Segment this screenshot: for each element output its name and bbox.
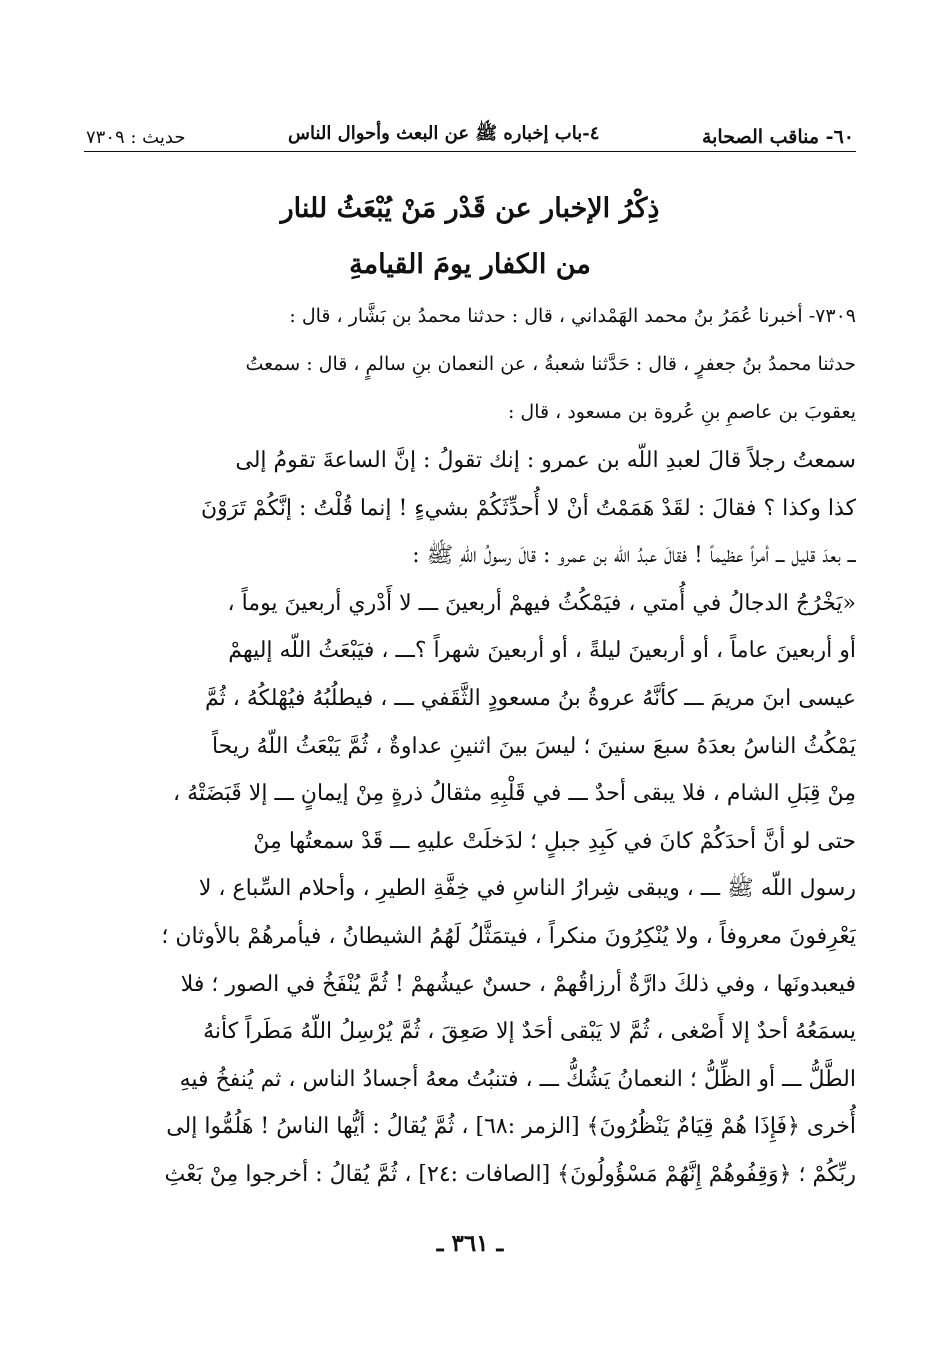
text-line: «يَخْرُجُ الدجالُ في أُمتي ، فيَمْكُثُ فيهمْ أربعينَ ـــ لا أَدْري أربعينَ يوماً ،: [227, 590, 856, 616]
text-line: الطَّلُّ ـــ أو الظِّلُّ ؛ النعمانُ يَشُكُّ ـــ ، فتنبُتُ معهُ أجسادُ الناس ، ثم يُنفخُ فيهِ: [179, 1066, 856, 1092]
heading-line-1: ذِكْرُ الإخبار عن قَدْر مَنْ يُبْعَثُ للنار: [280, 193, 660, 224]
text-line: أو أربعينَ عاماً ، أو أربعينَ ليلةً ، أو أربعينَ شهراً ؟ـــ ، فيَبْعَثُ اللّه إليهمْ: [228, 638, 856, 664]
page-number: ـ ٣٦١ ـ: [436, 1230, 504, 1257]
text-line: حتى لو أنَّ أحدَكُمْ كانَ في كَبِدِ جبلٍ ؛ لدَخلَتْ عليهِ ـــ قَدْ سمعتُها مِنْ: [253, 828, 856, 854]
text-line: أُخرى ﴿فَإِذَا هُمْ قِيَامٌ يَنْظُرُونَ﴾ [الزمر :٦٨] ، ثُمَّ يُقالُ : أيُّها الناسُ ! هَلُمُّوا إلى: [166, 1114, 856, 1140]
section-title: ٤-باب إخباره ﷺ عن البعث وأحوال الناس: [288, 123, 600, 144]
text-line: يَعْرِفونَ معروفاً ، ولا يُنْكِرُونَ منكراً ، فيتمَثَّلُ لَهُمُ الشيطانُ ، فيأمرهُمْ بالأوثان ؛: [161, 923, 856, 949]
text-line: سمعتُ رجلاً قالَ لعبدِ اللّه بن عمرو : إنك تقولُ : إنَّ الساعةَ تقومُ إلى: [235, 448, 856, 473]
chapter-title: ٦٠- مناقب الصحابة: [701, 126, 854, 148]
text-line: فيعبدونَها ، وفي ذلكَ دارَّةٌ أرزاقُهمْ ، حسنٌ عيشُهمْ ! ثُمَّ يُنْفَخُ في الصور ؛ فلا: [180, 971, 856, 997]
text-line: ربِّكُمْ ؛ ﴿وَقِفُوهُمْ إِنَّهُمْ مَسْؤُولُونَ﴾ [الصافات :٢٤] ، ثُمَّ يُقالُ : أخرجوا مِنْ بَعْثِ: [164, 1161, 856, 1187]
text-line: يَمْكُثُ الناسُ بعدَهُ سبعَ سنينَ ؛ ليسَ بينَ اثنينِ عداوةٌ ، ثُمَّ يَبْعَثُ اللّهُ ريحاً: [211, 733, 856, 759]
hadith-number: حديث : ٧٣٠٩: [86, 127, 186, 148]
isnad-block: [82, 292, 856, 436]
text-line: رسول اللّه ﷺ ـــ ، ويبقى شِرارُ الناسِ في خِفَّةِ الطيرِ ، وأحلام السِّباع ، لا: [198, 876, 856, 902]
text-line: ـــ بعدَ قليل ـــ أمراً عظيماً ! فقالَ عبدُ اللّه بن عمرو : قالَ رسولُ اللّهِ ﷺ :: [412, 543, 856, 569]
header-rule: [84, 151, 856, 152]
hadith-text: [82, 437, 856, 1199]
heading-line-2: من الكفار يومَ القيامةِ: [349, 249, 591, 280]
isnad-line: حدثنا محمدُ بنُ جعفرٍ ، قال : حَدَّثنا شعبةُ ، عن النعمان بنِ سالمٍ ، قال : سمعتُ: [245, 353, 856, 375]
text-line: يسمَعُهُ أحدٌ إلا أَصْغى ، ثُمَّ لا يَبْقى أحَدٌ إلا صَعِقَ ، ثُمَّ يُرْسِلُ اللّهُ مَطَراً كأنهُ: [203, 1019, 856, 1045]
running-header: [86, 114, 854, 148]
text-line: مِنْ قِبَلِ الشام ، فلا يبقى أحدٌ ـــ في قَلْبِهِ مثقالُ ذرةٍ مِنْ إيمانٍ ـــ إلا قَبَضَتْهُ ،: [173, 781, 856, 807]
text-line: عيسى ابنَ مريمَ ـــ كأنَّهُ عروةُ بنُ مسعودٍ الثَّقَفي ـــ ، فيطلُبُهُ فيُهْلكُهُ ، ثُمَّ: [205, 685, 856, 711]
text-line: كذا وكذا ؟ فقالَ : لقَدْ هَمَمْتُ أنْ لا أُحدِّثَكُمْ بشيءٍ ! إنما قُلْتُ : إنَّكُمْ تَرَوْنَ: [200, 495, 856, 521]
isnad-line: يعقوبَ بن عاصمِ بنِ عُروة بن مسعود ، قال :: [507, 401, 856, 423]
isnad-line: ٧٣٠٩- أخبرنا عُمَرُ بنُ محمد الهَمْداني ، قال : حدثنا محمدُ بن بَشَّار ، قال :: [289, 305, 856, 327]
